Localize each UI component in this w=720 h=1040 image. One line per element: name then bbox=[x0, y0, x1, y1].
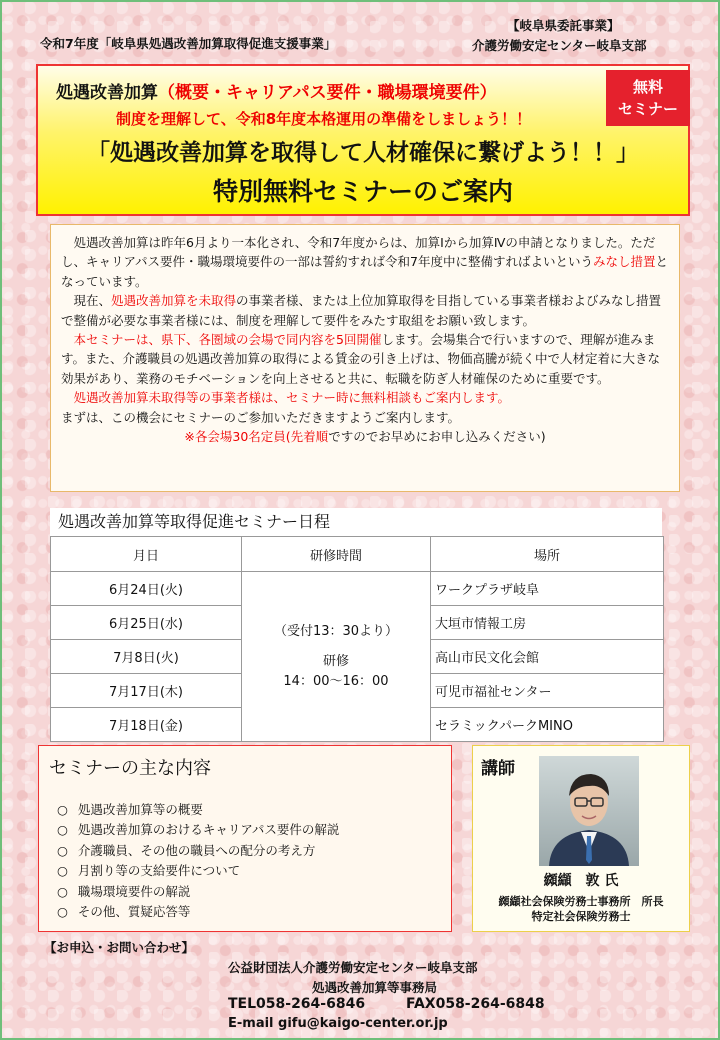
badge-line1: 無料 bbox=[632, 78, 663, 96]
badge-line2: セミナー bbox=[617, 100, 678, 118]
row-date: 7月8日(火) bbox=[51, 640, 242, 674]
reception-time: （受付13：30より） bbox=[273, 623, 399, 639]
title-line4: 特別無料セミナーのご案内 bbox=[212, 177, 513, 206]
col-place: 場所 bbox=[431, 537, 664, 572]
list-item: ○ 介護職員、その他の職員への配分の考え方 bbox=[57, 841, 339, 861]
intro-p3 bbox=[61, 330, 669, 388]
row-date: 6月25日(水) bbox=[51, 606, 242, 640]
portrait-image bbox=[539, 756, 639, 866]
intro-p6c: ですのでお早めにお申し込みください) bbox=[328, 429, 546, 445]
row-date: 7月18日(金) bbox=[51, 708, 242, 742]
commission-label: 【岐阜県委託事業】 bbox=[507, 18, 620, 33]
col-date: 月日 bbox=[51, 537, 242, 572]
row-place: 可児市福祉センター bbox=[431, 674, 664, 708]
contents-title: セミナーの主な内容 bbox=[49, 758, 211, 779]
intro-p5: まずは、この機会にセミナーのご参加いただきますようご案内します。 bbox=[61, 409, 461, 425]
intro-p1 bbox=[61, 233, 669, 291]
contact-heading: 【お申込・お問い合わせ】 bbox=[44, 940, 195, 955]
training-label: 研修 bbox=[322, 653, 349, 669]
intro-p1a: 処遇改善加算は昨年6月より一本化され、令和7年度からは、加算Ⅰから加算Ⅳの申請となりました。ただし、キャリアパス要件・職場環境要件の一部は誓約すれば令和7年度中に整備すればよいという bbox=[61, 235, 656, 270]
contact-org: 公益財団法人介護労働安定センター岐阜支部 bbox=[228, 960, 478, 975]
contact-email[interactable]: E-mail gifu@kaigo-center.or.jp bbox=[228, 1016, 448, 1031]
intro-p1c: となっています。 bbox=[61, 254, 668, 289]
schedule-heading: 処遇改善加算等取得促進セミナー日程 bbox=[50, 508, 662, 536]
organization-name: 介護労働安定センター岐阜支部 bbox=[472, 38, 647, 53]
intro-p6 bbox=[61, 427, 669, 446]
row-place: ワークプラザ岐阜 bbox=[431, 572, 664, 606]
lecturer-title: 特定社会保険労務士 bbox=[531, 910, 631, 923]
schedule-table bbox=[50, 536, 664, 742]
list-item: ○ 月割り等の支給要件について bbox=[57, 861, 339, 881]
intro-p6a: ※各会場30名定員 bbox=[184, 429, 286, 445]
contents-list bbox=[57, 800, 339, 922]
lecturer-office: 纐纈社会保険労務士事務所 所長 bbox=[498, 895, 664, 908]
lecturer-heading: 講師 bbox=[481, 759, 515, 779]
lecturer-affiliation bbox=[473, 894, 689, 924]
title-paren: （概要・キャリアパス要件・職場環境要件） bbox=[158, 83, 497, 103]
row-place: セラミックパークMINO bbox=[431, 708, 664, 742]
seminar-contents-box bbox=[38, 745, 452, 932]
title-line2: 制度を理解して、令和8年度本格運用の準備をしましょう！！ bbox=[116, 110, 532, 128]
row-place: 高山市民文化会館 bbox=[431, 640, 664, 674]
intro-p3a: 本セミナーは、県下、各圏域の会場で同内容を5回開催 bbox=[61, 332, 382, 348]
contact-fax: FAX058-264-6848 bbox=[406, 996, 545, 1012]
project-name: 令和7年度「岐阜県処遇改善加算取得促進支援事業」 bbox=[40, 36, 337, 51]
title-main: 処遇改善加算 bbox=[56, 83, 158, 103]
lecturer-box bbox=[472, 745, 690, 932]
training-time: 14：00〜16：00 bbox=[283, 673, 389, 689]
intro-text-box bbox=[50, 224, 680, 492]
table-row bbox=[51, 572, 664, 606]
intro-p2 bbox=[61, 291, 669, 330]
intro-p2a: 現在、 bbox=[61, 293, 112, 309]
intro-p1b: みなし措置 bbox=[592, 254, 656, 270]
lecturer-photo bbox=[539, 756, 639, 866]
row-place: 大垣市情報工房 bbox=[431, 606, 664, 640]
title-box bbox=[36, 64, 690, 216]
title-line3: 「処遇改善加算を取得して人材確保に繋げよう！！」 bbox=[87, 140, 639, 166]
contact-tel: TEL058-264-6846 bbox=[228, 996, 366, 1012]
row-date: 6月24日(火) bbox=[51, 572, 242, 606]
col-time: 研修時間 bbox=[242, 537, 431, 572]
list-item: ○ その他、質疑応答等 bbox=[57, 902, 339, 922]
free-seminar-badge bbox=[606, 70, 690, 126]
row-date: 7月17日(木) bbox=[51, 674, 242, 708]
intro-p6b: (先着順 bbox=[285, 429, 329, 445]
list-item: ○ 職場環境要件の解説 bbox=[57, 882, 339, 902]
intro-p3b: します。会場集合で行いますので、理解が進みます。また、介護職員の処遇改善加算の取得による賃金の引き上げは、物価高騰が続く中で人材定着に大きな効果があり、業務のモチベーションを向上させると共に、転職を防ぎ人材確保のために重要です。 bbox=[61, 332, 661, 386]
contact-office: 処遇改善加算等事務局 bbox=[312, 980, 438, 995]
title-line1 bbox=[56, 78, 497, 103]
intro-p4: 処遇改善加算未取得等の事業者様は、セミナー時に無料相談もご案内します。 bbox=[61, 390, 511, 406]
intro-p2c: の事業者様、または上位加算取得を目指している事業者様およびみなし措置で整備が必要な事業者様には、制度を理解して要件をみたす取組をお願い致します。 bbox=[61, 293, 662, 328]
schedule-header-row bbox=[51, 537, 664, 572]
list-item: ○ 処遇改善加算等の概要 bbox=[57, 800, 339, 820]
lecturer-name: 纐纈 敦 氏 bbox=[543, 873, 619, 889]
time-cell bbox=[242, 572, 431, 742]
intro-p2b: 処遇改善加算を未取得 bbox=[111, 293, 237, 309]
list-item: ○ 処遇改善加算のおけるキャリアパス要件の解説 bbox=[57, 820, 339, 840]
